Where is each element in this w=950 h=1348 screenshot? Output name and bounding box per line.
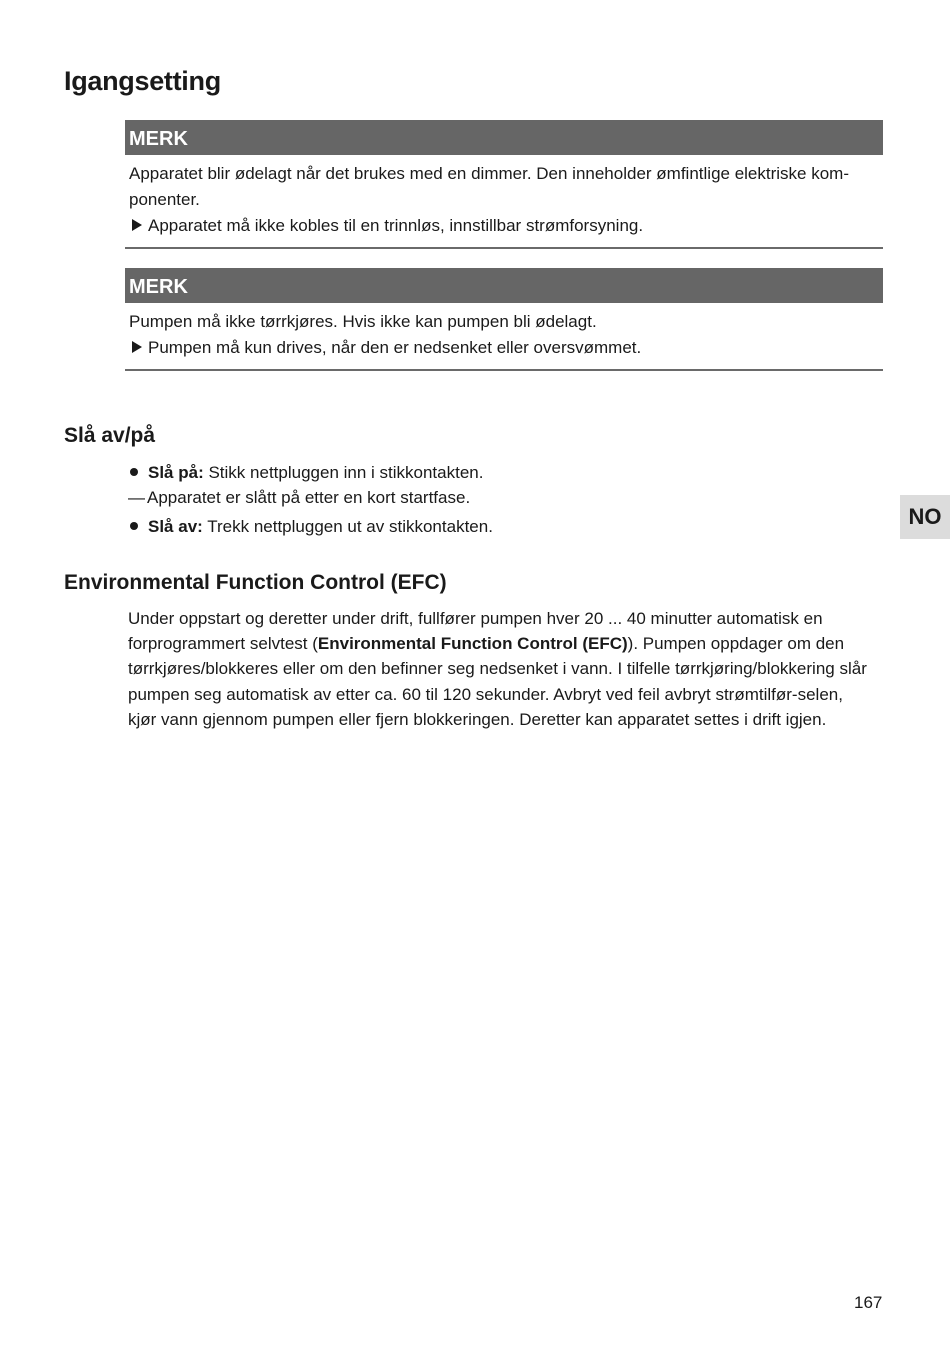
- page-title: Igangsetting: [64, 66, 221, 96]
- notice-text: Apparatet blir ødelagt når det brukes med en dimmer. Den inneholder ømfintlige elektriske kom-ponenter.: [129, 164, 850, 209]
- result-line: [128, 485, 868, 510]
- item-text: Stikk nettpluggen inn i stikkontakten.: [203, 463, 484, 482]
- notice-box-dimmer: [125, 120, 883, 249]
- page-number: 167: [854, 1293, 883, 1312]
- list-item-on: [128, 460, 868, 485]
- triangle-right-icon: [132, 341, 142, 353]
- efc-paragraph: [128, 606, 873, 732]
- language-tab: NO: [900, 495, 950, 539]
- paragraph-text: ). Pumpen oppdager om den tørrkjøres/blokkeres eller om den befinner seg nedsenket i vann. I tilfelle tørrkjøring/blokkering slår pumpen seg automatisk av etter ca. 60 til 120 sekunder. Avbryt ved feil avbryt strømtilfør-selen, kjør vann gjennom pumpen eller fjern blokkeringen. Deretter kan apparatet settes i drift igjen.: [128, 634, 867, 729]
- bullet-icon: [130, 522, 138, 530]
- instruction-step: [129, 213, 879, 239]
- section-heading-efc: Environmental Function Control (EFC): [64, 571, 447, 594]
- instruction-text: Pumpen må kun drives, når den er nedsenket eller oversvømmet.: [148, 338, 642, 357]
- item-label: Slå på:: [148, 463, 204, 482]
- bullet-icon: [130, 468, 138, 476]
- section-heading-on-off: Slå av/på: [64, 424, 156, 447]
- paragraph-text: Under oppstart og deretter under drift, fullfører pumpen hver 20 ... 40 minutter automatisk en forprogrammert selvtest (: [128, 609, 823, 654]
- paragraph-bold-text: Environmental Function Control (EFC): [317, 634, 628, 654]
- item-text: Trekk nettpluggen ut av stikkontakten.: [202, 517, 493, 536]
- result-text: Apparatet er slått på etter en kort startfase.: [147, 488, 471, 507]
- instruction-step: [129, 335, 879, 361]
- notice-label: MERK: [125, 120, 883, 155]
- notice-box-dry-run: [125, 268, 883, 371]
- triangle-right-icon: [132, 219, 142, 231]
- notice-text: Pumpen må ikke tørrkjøres. Hvis ikke kan pumpen bli ødelagt.: [129, 312, 597, 331]
- instruction-text: Apparatet må ikke kobles til en trinnløs, innstillbar strømforsyning.: [148, 216, 644, 235]
- dash-icon: —: [128, 488, 145, 507]
- list-item-off: [128, 514, 868, 539]
- item-label: Slå av:: [148, 517, 203, 536]
- on-off-list: [128, 460, 868, 539]
- notice-label: MERK: [125, 268, 883, 303]
